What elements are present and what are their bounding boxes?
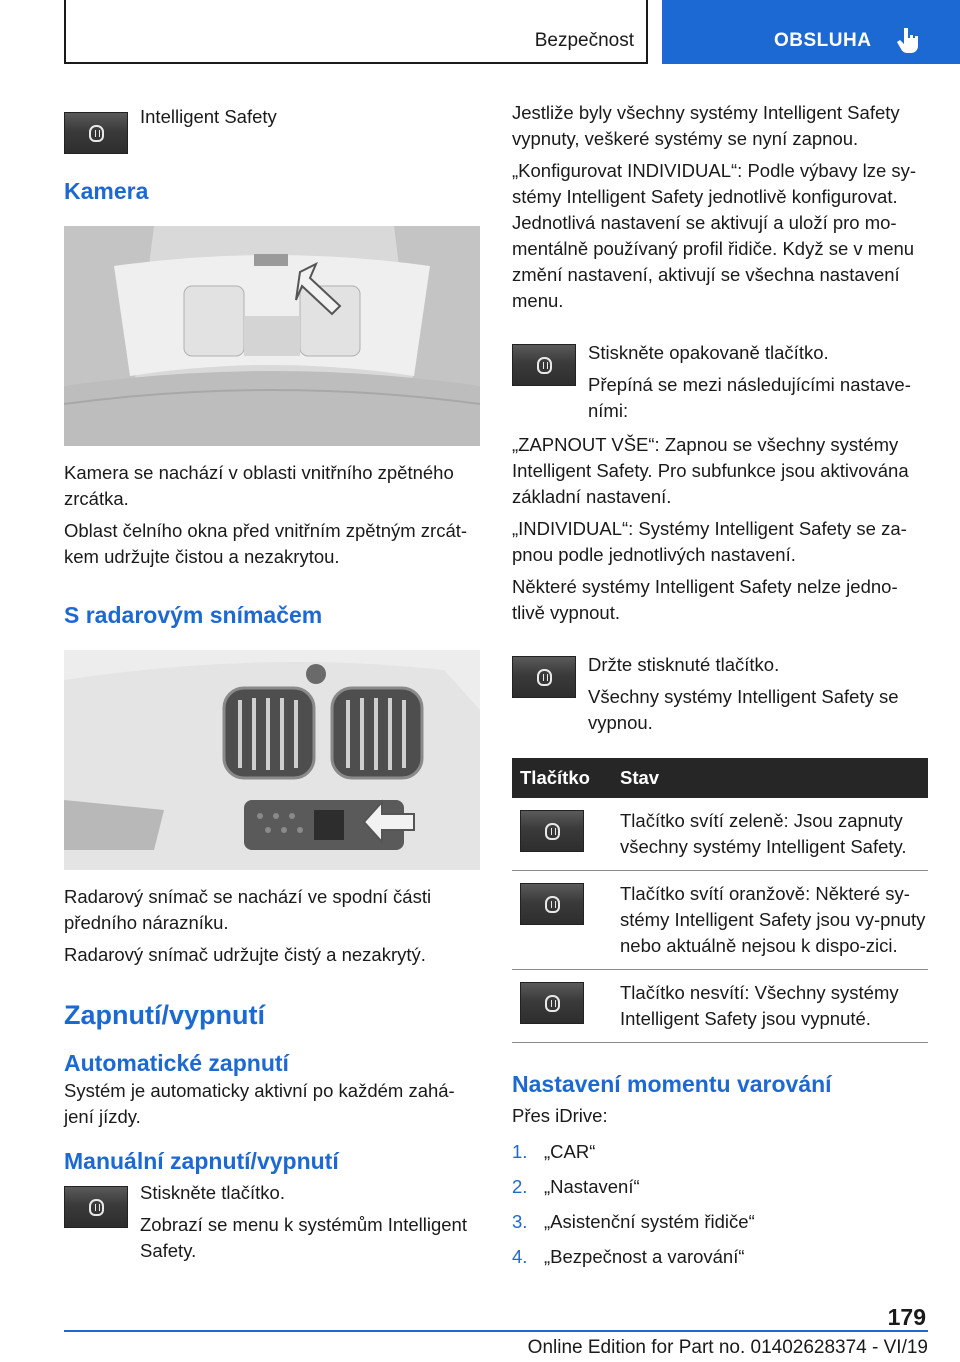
section-title: Bezpečnost	[534, 30, 634, 51]
table-header-button: Tlačítko	[512, 758, 620, 798]
list-item: 2. „Nastavení“	[512, 1176, 640, 1197]
table-header-state: Stav	[620, 758, 928, 798]
camera-photo	[64, 226, 480, 446]
hold-button-row	[512, 644, 928, 736]
turn-on-all-text: „ZAPNOUT VŠE“: Zapnou se všechny systémy Intelligent Safety. Pro subfunkce jsou aktivována základní nastavení.	[512, 434, 909, 507]
kamera-text-1: Kamera se nachází v oblasti vnitřního zpětného zrcátka.	[64, 462, 454, 509]
edition-text: Online Edition for Part no. 01402628374 - VI/19	[527, 1337, 928, 1358]
list-item: 1. „CAR“	[512, 1141, 596, 1162]
cannot-disable-text: Některé systémy Intelligent Safety nelze jedno-tlivě vypnout.	[512, 576, 898, 623]
chapter-label: OBSLUHA	[774, 30, 872, 51]
manual-press-text: Stiskněte tlačítko.	[140, 1182, 285, 1203]
car-front-illustration	[64, 650, 480, 870]
repeat-press-row	[512, 332, 928, 424]
auto-heading: Automatické zapnutí	[64, 1050, 289, 1076]
configure-individual-text: „Konfigurovat INDIVIDUAL“: Podle výbavy lze sy-stémy Intelligent Safety jednotlivě konfigurovat. Jednotlivá nastavení se aktivují a uloží pro mo-mentálně používaný profil řidiče. Když se v menu změní nastavení, aktivují se všechna nastavení menu.	[512, 160, 917, 311]
button-orange-icon	[520, 883, 584, 925]
radar-text-2: Radarový snímač udržujte čistý a nezakrytý.	[64, 944, 426, 965]
footer-divider	[64, 1330, 928, 1332]
manual-button-row	[64, 1180, 480, 1264]
intelligent-safety-button-icon	[512, 344, 576, 386]
radar-text-1: Radarový snímač se nachází ve spodní části předního nárazníku.	[64, 886, 432, 933]
intelligent-safety-button-icon	[64, 112, 128, 154]
table-cell-state: Tlačítko nesvítí: Všechny systémy Intelligent Safety jsou vypnuté.	[620, 970, 928, 1043]
manual-heading: Manuální zapnutí/vypnutí	[64, 1148, 339, 1174]
kamera-text-2: Oblast čelního okna před vnitřním zpětným zrcát-kem udržujte čistou a nezakrytou.	[64, 520, 468, 567]
radar-photo	[64, 650, 480, 870]
individual-text: „INDIVIDUAL“: Systémy Intelligent Safety se za-pnou podle jednotlivých nastavení.	[512, 518, 907, 565]
table-cell-state: Tlačítko svítí oranžově: Některé sy-stémy Intelligent Safety jsou vy-pnuty nebo aktuálně nejsou k dispo-zici.	[620, 871, 928, 970]
list-item: 4. „Bezpečnost a varování“	[512, 1246, 745, 1267]
list-item: 3. „Asistenční systém řidiče“	[512, 1211, 755, 1232]
manual-menu-text: Zobrazí se menu k systémům Intelligent Safety.	[140, 1214, 467, 1261]
hold-result-text: Všechny systémy Intelligent Safety se vypnou.	[588, 686, 899, 733]
radar-heading: S radarovým snímačem	[64, 602, 323, 628]
table-row	[512, 798, 928, 871]
all-off-text: Jestliže byly všechny systémy Intelligent Safety vypnuty, veškeré systémy se nyní zapnou.	[512, 102, 900, 149]
car-interior-illustration	[64, 226, 480, 446]
switches-text: Přepíná se mezi následujícími nastave-ními:	[588, 374, 911, 421]
table-row	[512, 970, 928, 1043]
idrive-intro: Přes iDrive:	[512, 1105, 608, 1126]
intelligent-safety-button-row	[64, 100, 480, 148]
press-again-text: Stiskněte opakovaně tlačítko.	[588, 342, 829, 363]
zapnuti-heading: Zapnutí/vypnutí	[64, 1000, 265, 1030]
intelligent-safety-label: Intelligent Safety	[140, 106, 277, 127]
left-column	[64, 100, 480, 1264]
table-cell-state: Tlačítko svítí zeleně: Jsou zapnuty všechny systémy Intelligent Safety.	[620, 798, 928, 871]
button-status-table	[512, 758, 928, 1043]
hold-text: Držte stisknuté tlačítko.	[588, 654, 780, 675]
right-column	[512, 100, 928, 1279]
page-number: 179	[887, 1304, 926, 1330]
chapter-tab	[662, 0, 960, 64]
pointing-hand-icon	[896, 26, 920, 54]
header-box	[64, 0, 648, 64]
auto-text: Systém je automaticky aktivní po každém zahá-jení jízdy.	[64, 1080, 455, 1127]
button-off-icon	[520, 982, 584, 1024]
table-row	[512, 871, 928, 970]
intelligent-safety-button-icon	[64, 1186, 128, 1228]
kamera-heading: Kamera	[64, 178, 149, 204]
idrive-steps	[512, 1139, 928, 1270]
button-green-icon	[520, 810, 584, 852]
intelligent-safety-button-icon	[512, 656, 576, 698]
warning-moment-heading: Nastavení momentu varování	[512, 1071, 832, 1097]
